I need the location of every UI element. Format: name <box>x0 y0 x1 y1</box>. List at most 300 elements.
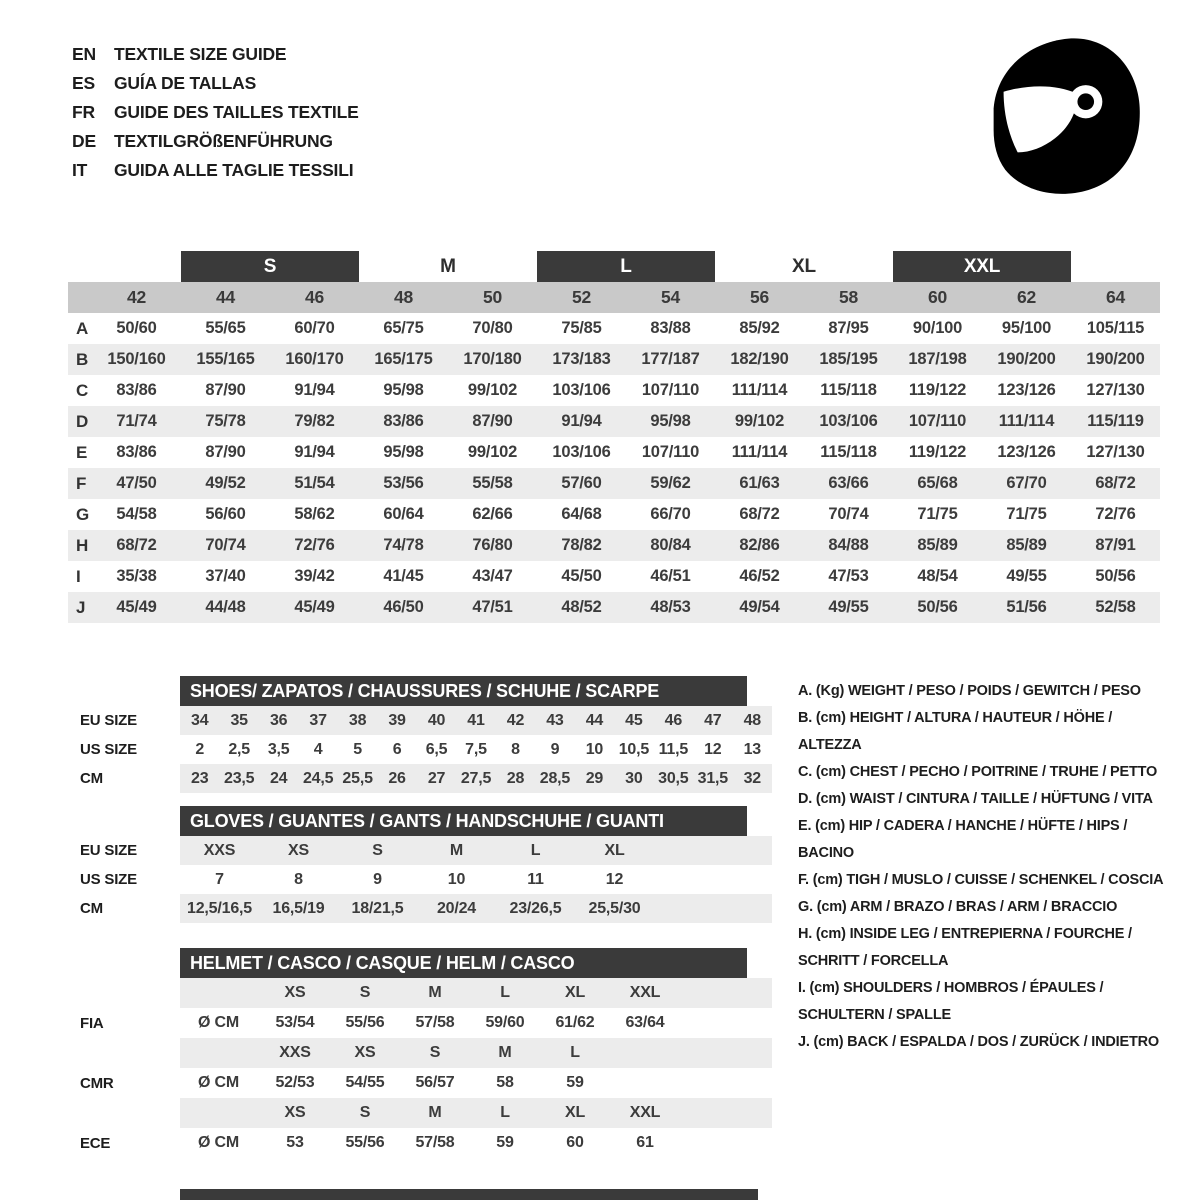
numeric-size: 46 <box>304 287 325 307</box>
size-value: 13 <box>743 740 761 758</box>
size-value: 60/64 <box>383 505 424 523</box>
gloves-size-table <box>68 806 772 923</box>
language-code: EN <box>72 44 96 64</box>
size-value: 29 <box>585 769 604 787</box>
size-value: 43 <box>546 711 564 729</box>
value-band <box>180 894 772 923</box>
numeric-size: 50 <box>482 287 503 307</box>
size-value: 54/58 <box>116 505 157 523</box>
size-value: 119/122 <box>908 443 967 461</box>
legend-item-f: F. (cm) TIGH / MUSLO / CUISSE / SCHENKEL / COSCIA <box>798 872 1164 888</box>
row-label: CM <box>80 900 103 917</box>
size-value: 49/55 <box>828 598 869 616</box>
table-row-j <box>68 592 1160 623</box>
letter-size-header-row <box>68 251 1160 282</box>
size-value: 75/85 <box>561 319 602 337</box>
table-row-f <box>68 468 1160 499</box>
value-band <box>180 706 772 735</box>
size-value: 111/114 <box>731 443 788 461</box>
size-value: 37/40 <box>205 567 246 585</box>
legend-item-i: I. (cm) SHOULDERS / HOMBROS / ÉPAULES / SCHULTERN / SPALLE <box>798 980 1104 1023</box>
row-label: US SIZE <box>80 871 137 888</box>
size-value: 107/110 <box>641 443 700 461</box>
size-value: XS <box>288 841 309 859</box>
size-value: 23 <box>191 769 209 787</box>
legend-item-j: J. (cm) BACK / ESPALDA / DOS / ZURÜCK / INDIETRO <box>798 1034 1159 1050</box>
size-value: 79/82 <box>294 412 335 430</box>
size-value: 65/75 <box>383 319 424 337</box>
size-value: 85/89 <box>917 536 958 554</box>
size-label: XXL <box>629 984 661 1001</box>
size-value: 160/170 <box>285 350 344 368</box>
size-value: 87/95 <box>828 319 869 337</box>
size-value: 43/47 <box>472 567 513 585</box>
size-value: 63/66 <box>828 474 869 492</box>
size-value: 56/57 <box>415 1074 455 1091</box>
size-value: 49/52 <box>205 474 246 492</box>
helmet-rows <box>68 978 772 1158</box>
size-value: 48/53 <box>650 598 691 616</box>
row-letter: I <box>76 566 81 586</box>
guide-title: GUÍA DE TALLAS <box>114 73 257 93</box>
size-value: 170/180 <box>463 350 522 368</box>
row-label: EU SIZE <box>80 712 137 729</box>
size-value: 30 <box>625 769 643 787</box>
row-label: EU SIZE <box>80 842 137 859</box>
size-value: 49/55 <box>1006 567 1047 585</box>
size-value: 59 <box>496 1134 514 1151</box>
size-value: 75/78 <box>205 412 246 430</box>
size-value: 59 <box>566 1074 584 1091</box>
size-value: 107/110 <box>641 381 700 399</box>
size-label: XXL <box>629 1104 661 1121</box>
textile-size-table <box>68 251 1160 623</box>
size-value: 27,5 <box>460 769 492 787</box>
size-value: 26 <box>388 769 406 787</box>
size-value: 20/24 <box>436 899 477 917</box>
value-band <box>180 735 772 764</box>
table-row-us-size <box>68 865 772 894</box>
size-value: 8 <box>511 740 520 758</box>
size-value: 23/26,5 <box>509 899 562 917</box>
shoes-section-header <box>180 676 747 706</box>
size-value: 182/190 <box>730 350 789 368</box>
size-value: 55/56 <box>345 1014 385 1031</box>
size-value: 41/45 <box>383 567 424 585</box>
helmet-size-row-cmr <box>68 1038 772 1068</box>
numeric-size: 58 <box>838 287 859 307</box>
size-value: 87/90 <box>472 412 513 430</box>
size-label: L <box>570 1044 580 1061</box>
size-value: 27 <box>427 769 446 787</box>
row-label-spacer <box>68 978 180 1008</box>
size-value: 47/53 <box>828 567 869 585</box>
row-letter: C <box>76 380 89 400</box>
standard-label: CMR <box>80 1074 114 1092</box>
size-value: 67/70 <box>1006 474 1047 492</box>
standard-label: FIA <box>80 1014 104 1032</box>
size-value: 12 <box>704 740 722 758</box>
size-value: 68/72 <box>1095 474 1136 492</box>
size-value: 95/100 <box>1001 319 1052 337</box>
shoes-size-table <box>68 676 772 793</box>
size-value: 115/119 <box>1087 412 1144 430</box>
size-value: 90/100 <box>912 319 963 337</box>
size-value: 38 <box>348 711 367 729</box>
numeric-size-header-row <box>68 282 1160 313</box>
racing-helmet-icon <box>982 32 1148 198</box>
size-value: 83/86 <box>116 381 157 399</box>
size-value: 150/160 <box>107 350 166 368</box>
row-label: US SIZE <box>80 741 137 758</box>
size-value: 7 <box>215 870 224 888</box>
size-value: 71/75 <box>1006 505 1047 523</box>
size-value: 52/58 <box>1095 598 1136 616</box>
size-value: M <box>449 841 464 859</box>
diameter-unit: Ø CM <box>198 1014 239 1031</box>
gloves-rows <box>68 836 772 923</box>
size-label-m: M <box>440 255 456 277</box>
size-value: 6,5 <box>425 740 448 758</box>
size-value: 24 <box>269 769 288 787</box>
size-value: 59/60 <box>485 1014 525 1031</box>
guide-title: TEXTILE SIZE GUIDE <box>114 44 287 64</box>
size-value: 45/50 <box>561 567 602 585</box>
size-value: 16,5/19 <box>272 899 325 917</box>
table-row-cm <box>68 894 772 923</box>
size-label: XS <box>284 1104 306 1121</box>
size-value: 51/56 <box>1006 598 1047 616</box>
size-label-xxl: XXL <box>893 251 1071 282</box>
size-value: 177/187 <box>641 350 700 368</box>
size-value: XL <box>604 841 625 859</box>
size-value: 95/98 <box>383 381 424 399</box>
size-value: 115/118 <box>820 381 877 399</box>
table-row-us-size <box>68 735 772 764</box>
size-value: 39/42 <box>294 567 335 585</box>
gloves-section-title: GLOVES / GUANTES / GANTS / HANDSCHUHE / GUANTI <box>190 810 664 831</box>
size-value: 39 <box>388 711 406 729</box>
size-value: 46/50 <box>383 598 424 616</box>
size-value: 51/54 <box>294 474 335 492</box>
size-value: 80/84 <box>650 536 691 554</box>
size-value: 31,5 <box>697 769 728 787</box>
size-label: L <box>500 984 510 1001</box>
size-value: 111/114 <box>998 412 1055 430</box>
size-value: 70/80 <box>472 319 513 337</box>
language-title-row-de <box>72 127 359 156</box>
size-value: 70/74 <box>828 505 869 523</box>
standard-label: ECE <box>80 1134 111 1152</box>
language-title-row-es <box>72 69 359 98</box>
size-value: 8 <box>294 870 303 888</box>
size-label: XXS <box>279 1044 311 1061</box>
size-value: 72/76 <box>294 536 335 554</box>
size-value: 48/52 <box>561 598 602 616</box>
size-value: 66/70 <box>650 505 691 523</box>
diameter-unit: Ø CM <box>198 1134 239 1151</box>
row-letter: J <box>76 597 86 617</box>
size-value: 7,5 <box>465 740 487 758</box>
size-label: S <box>359 1104 371 1121</box>
table-row-eu-size <box>68 706 772 735</box>
guide-title: GUIDE DES TAILLES TEXTILE <box>114 102 359 122</box>
size-value: 28,5 <box>539 769 571 787</box>
size-value: 54/55 <box>345 1074 385 1091</box>
table-row-i <box>68 561 1160 592</box>
size-value: 10 <box>447 870 466 888</box>
size-label: XL <box>564 1104 586 1121</box>
size-value: 46 <box>664 711 683 729</box>
row-letter: D <box>76 411 89 431</box>
size-value: 35/38 <box>116 567 157 585</box>
size-value: 42 <box>506 711 525 729</box>
size-value: 50/60 <box>116 319 157 337</box>
table-row-h <box>68 530 1160 561</box>
size-value: 55/58 <box>472 474 513 492</box>
size-value: 32 <box>743 769 761 787</box>
size-value: 49/54 <box>739 598 780 616</box>
size-value: 185/195 <box>819 350 878 368</box>
numeric-size: 44 <box>215 287 236 307</box>
guide-title: GUIDA ALLE TAGLIE TESSILI <box>114 160 354 180</box>
size-value: 99/102 <box>734 412 785 430</box>
table-row-a <box>68 313 1160 344</box>
size-value: 62/66 <box>472 505 513 523</box>
size-value: 68/72 <box>116 536 157 554</box>
size-label-s: S <box>181 251 359 282</box>
value-band <box>180 1128 772 1158</box>
size-label-l: L <box>537 251 715 282</box>
size-value: 50/56 <box>1095 567 1136 585</box>
shoes-section-title: SHOES/ ZAPATOS / CHAUSSURES / SCHUHE / SCARPE <box>190 680 660 701</box>
row-label: CM <box>80 770 103 787</box>
gloves-section-header <box>180 806 747 836</box>
size-value: 107/110 <box>908 412 967 430</box>
size-value: 105/115 <box>1086 319 1145 337</box>
size-value: 173/183 <box>552 350 611 368</box>
size-value: 23,5 <box>224 769 255 787</box>
size-label: XS <box>284 984 306 1001</box>
numeric-size: 56 <box>749 287 770 307</box>
table-row-cm <box>68 764 772 793</box>
helmet-value-row-fia <box>68 1008 772 1038</box>
size-value: 60/70 <box>294 319 335 337</box>
size-value: 57/60 <box>561 474 602 492</box>
size-value: 46/52 <box>739 567 780 585</box>
size-value: 52/53 <box>275 1074 315 1091</box>
value-band <box>180 1068 772 1098</box>
size-value: 95/98 <box>650 412 691 430</box>
size-value: 87/91 <box>1095 536 1136 554</box>
size-value: 99/102 <box>467 443 518 461</box>
measurement-rows <box>68 313 1160 623</box>
language-title-row-fr <box>72 98 359 127</box>
numeric-size: 64 <box>1105 287 1126 307</box>
size-value: 48/54 <box>917 567 958 585</box>
size-value: 10 <box>585 740 604 758</box>
size-value: 10,5 <box>618 740 650 758</box>
size-value: 3,5 <box>267 740 290 758</box>
size-label: XS <box>354 1044 376 1061</box>
helmet-size-row-fia <box>68 978 772 1008</box>
value-band <box>180 865 772 894</box>
legend-item-b: B. (cm) HEIGHT / ALTURA / HAUTEUR / HÖHE / ALTEZZA <box>798 710 1113 753</box>
size-value: 78/82 <box>561 536 602 554</box>
size-value: 87/90 <box>205 381 246 399</box>
size-value: 91/94 <box>294 443 335 461</box>
size-value: 85/92 <box>739 319 780 337</box>
row-letter: F <box>76 473 87 493</box>
value-band <box>180 764 772 793</box>
size-value: 25,5 <box>342 769 373 787</box>
size-value: 25,5/30 <box>588 899 641 917</box>
size-value: 47 <box>704 711 722 729</box>
size-value: 83/88 <box>650 319 691 337</box>
helmet-value-row-ece <box>68 1128 772 1158</box>
size-value: 44/48 <box>205 598 246 616</box>
shoes-rows <box>68 706 772 793</box>
size-label: S <box>429 1044 441 1061</box>
size-value: 68/72 <box>739 505 780 523</box>
table-row-d <box>68 406 1160 437</box>
helmet-section-title: HELMET / CASCO / CASQUE / HELM / CASCO <box>190 952 575 973</box>
size-value: 58/62 <box>294 505 335 523</box>
size-value: 76/80 <box>472 536 513 554</box>
diameter-unit: Ø CM <box>198 1074 239 1091</box>
helmet-value-row-cmr <box>68 1068 772 1098</box>
size-value: 12 <box>605 870 624 888</box>
row-letter: A <box>76 318 89 338</box>
legend-item-d: D. (cm) WAIST / CINTURA / TAILLE / HÜFTUNG / VITA <box>798 791 1153 807</box>
size-value: 40 <box>427 711 446 729</box>
size-value: 34 <box>191 711 209 729</box>
helmet-section-header <box>180 948 747 978</box>
size-value: 55/56 <box>345 1134 385 1151</box>
language-title-list <box>72 40 359 185</box>
size-label: L <box>500 1104 510 1121</box>
cutoff-section-bar <box>180 1189 758 1200</box>
size-value: 47/51 <box>472 598 513 616</box>
size-value: 74/78 <box>383 536 424 554</box>
helmet-size-row-ece <box>68 1098 772 1128</box>
row-letter: B <box>76 349 89 369</box>
language-code: ES <box>72 73 95 93</box>
size-value: 190/200 <box>997 350 1056 368</box>
numeric-size: 52 <box>571 287 592 307</box>
numeric-size: 62 <box>1016 287 1037 307</box>
size-value: 72/76 <box>1095 505 1136 523</box>
language-code: FR <box>72 102 95 122</box>
size-value: 99/102 <box>467 381 518 399</box>
guide-title: TEXTILGRÖßENFÜHRUNG <box>114 131 333 151</box>
size-value: 91/94 <box>561 412 602 430</box>
size-value: 95/98 <box>383 443 424 461</box>
size-value: 123/126 <box>997 443 1056 461</box>
row-letter: G <box>76 504 90 524</box>
language-title-row-it <box>72 156 359 185</box>
size-value: 63/64 <box>625 1014 665 1031</box>
size-value: L <box>530 841 541 859</box>
size-value: 55/65 <box>205 319 246 337</box>
size-value: 56/60 <box>205 505 246 523</box>
numeric-size: 60 <box>927 287 948 307</box>
language-title-row-en <box>72 40 359 69</box>
table-row-g <box>68 499 1160 530</box>
row-letter: E <box>76 442 88 462</box>
size-value: 61/63 <box>739 474 780 492</box>
size-value: 127/130 <box>1086 443 1145 461</box>
size-value: 103/106 <box>552 443 611 461</box>
size-value: 45/49 <box>116 598 157 616</box>
measurement-legend <box>798 678 1170 1056</box>
size-value: 45/49 <box>294 598 335 616</box>
row-label-spacer <box>68 1098 180 1128</box>
numeric-size: 48 <box>393 287 414 307</box>
value-band <box>180 1008 772 1038</box>
size-value: 103/106 <box>819 412 878 430</box>
size-value: 127/130 <box>1086 381 1145 399</box>
size-value: 36 <box>269 711 288 729</box>
row-letter: H <box>76 535 89 555</box>
size-value: 41 <box>467 711 485 729</box>
size-value: 24,5 <box>302 769 334 787</box>
size-value: 28 <box>506 769 525 787</box>
size-value: 91/94 <box>294 381 335 399</box>
size-value: 165/175 <box>374 350 433 368</box>
size-value: 83/86 <box>383 412 424 430</box>
size-value: 119/122 <box>908 381 967 399</box>
size-value: 60 <box>566 1134 584 1151</box>
size-label: M <box>498 1044 512 1061</box>
legend-item-c: C. (cm) CHEST / PECHO / POITRINE / TRUHE / PETTO <box>798 764 1158 780</box>
table-row-b <box>68 344 1160 375</box>
size-value: 59/62 <box>650 474 691 492</box>
size-value: 57/58 <box>415 1134 455 1151</box>
size-value: 4 <box>313 740 323 758</box>
size-value: 12,5/16,5 <box>187 899 252 917</box>
size-label-band <box>180 978 772 1008</box>
size-value: 85/89 <box>1006 536 1047 554</box>
size-value: 190/200 <box>1086 350 1145 368</box>
size-value: 30,5 <box>658 769 689 787</box>
size-value: 9 <box>550 740 560 758</box>
size-value: 53/54 <box>275 1014 315 1031</box>
language-code: DE <box>72 131 96 151</box>
numeric-size: 42 <box>126 287 147 307</box>
size-value: 9 <box>373 870 382 888</box>
legend-item-e: E. (cm) HIP / CADERA / HANCHE / HÜFTE / HIPS / BACINO <box>798 818 1128 861</box>
size-value: 61/62 <box>555 1014 595 1031</box>
size-value: 187/198 <box>908 350 967 368</box>
table-row-e <box>68 437 1160 468</box>
size-value: 11,5 <box>658 740 689 758</box>
size-value: 71/75 <box>917 505 958 523</box>
size-value: 70/74 <box>205 536 246 554</box>
size-value: 45 <box>625 711 643 729</box>
size-label: M <box>428 984 442 1001</box>
size-label-xl: XL <box>792 255 816 277</box>
size-label-band <box>180 1038 772 1068</box>
size-label-band <box>180 1098 772 1128</box>
size-value: 65/68 <box>917 474 958 492</box>
size-value: 84/88 <box>828 536 869 554</box>
size-value: 87/90 <box>205 443 246 461</box>
row-label-spacer <box>68 1038 180 1068</box>
size-value: 2,5 <box>228 740 251 758</box>
size-value: 82/86 <box>739 536 780 554</box>
size-value: 48 <box>743 711 761 729</box>
